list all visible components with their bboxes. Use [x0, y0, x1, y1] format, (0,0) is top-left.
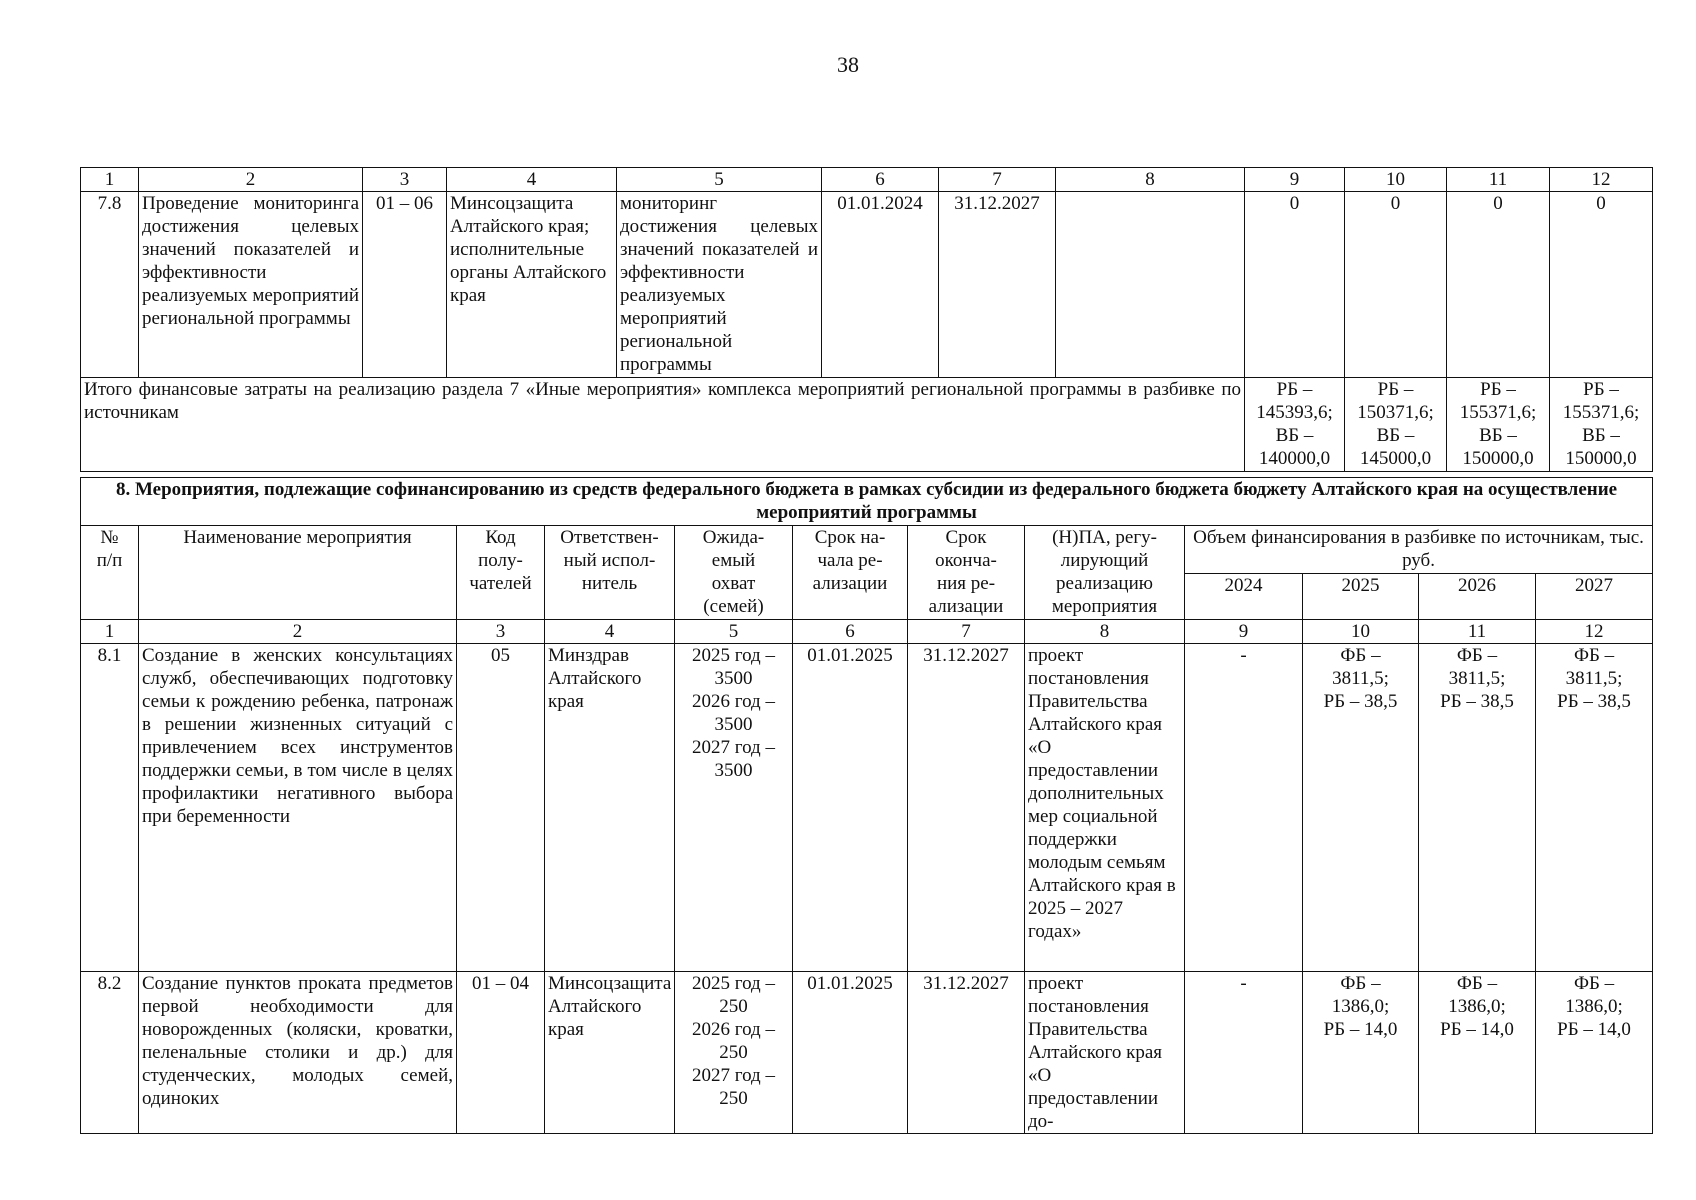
funding-2024: -	[1185, 972, 1303, 1134]
table-row	[81, 192, 1653, 378]
start-date: 01.01.2025	[793, 972, 908, 1134]
page-number: 38	[837, 52, 859, 77]
col-num-10: 10	[1303, 620, 1419, 644]
col-num-8: 8	[1056, 168, 1245, 192]
recipient-code: 05	[457, 644, 545, 972]
responsible-executor: Минздрав Алтайского края	[545, 644, 675, 972]
col-num-6: 6	[822, 168, 939, 192]
end-date: 31.12.2027	[908, 972, 1025, 1134]
funding-2027: ФБ – 3811,5; РБ – 38,5	[1536, 644, 1653, 972]
funding-2027: 0	[1550, 192, 1653, 378]
header-name: Наименование мероприятия	[139, 526, 457, 620]
total-label: Итого финансовые затраты на реализацию раздела 7 «Иные мероприятия» комплекса мероприятий региональной программы в разбивке по источникам	[81, 378, 1245, 472]
section-8-table	[80, 477, 1653, 1134]
total-row	[81, 378, 1653, 472]
responsible-executor: Минсоцзащита Алтайского края	[545, 972, 675, 1134]
funding-2025: 0	[1345, 192, 1447, 378]
col-num-3: 3	[363, 168, 447, 192]
row-number: 8.1	[81, 644, 139, 972]
header-year-2027: 2027	[1536, 574, 1653, 620]
section-title-row	[81, 478, 1653, 526]
funding-2025: ФБ – 3811,5; РБ – 38,5	[1303, 644, 1419, 972]
funding-2024: -	[1185, 644, 1303, 972]
total-2027: РБ – 155371,6; ВБ – 150000,0	[1550, 378, 1653, 472]
funding-2024: 0	[1245, 192, 1345, 378]
recipient-code: 01 – 04	[457, 972, 545, 1134]
header-year-2024: 2024	[1185, 574, 1303, 620]
col-num-8: 8	[1025, 620, 1185, 644]
funding-2025: ФБ – 1386,0; РБ – 14,0	[1303, 972, 1419, 1134]
funding-2026: ФБ – 1386,0; РБ – 14,0	[1419, 972, 1536, 1134]
funding-2026: ФБ – 3811,5; РБ – 38,5	[1419, 644, 1536, 972]
col-num-12: 12	[1536, 620, 1653, 644]
col-num-4: 4	[545, 620, 675, 644]
funding-2027: ФБ – 1386,0; РБ – 14,0	[1536, 972, 1653, 1134]
end-date: 31.12.2027	[908, 644, 1025, 972]
expected-coverage: 2025 год – 250 2026 год – 250 2027 год – 250	[675, 972, 793, 1134]
table-row	[81, 644, 1653, 972]
header-npa: (Н)ПА, регу- лирующий реализацию мероприятия	[1025, 526, 1185, 620]
header-year-2026: 2026	[1419, 574, 1536, 620]
section-title: 8. Мероприятия, подлежащие софинансированию из средств федерального бюджета в рамках субсидии из федерального бюджета бюджету Алтайского края на осуществление мероприятий программы	[81, 478, 1653, 526]
header-year-2025: 2025	[1303, 574, 1419, 620]
col-num-2: 2	[139, 168, 363, 192]
start-date: 01.01.2025	[793, 644, 908, 972]
col-num-11: 11	[1419, 620, 1536, 644]
measure-name: Создание в женских консультациях служб, обеспечивающих подготовку семьи к рождению ребенка, патронаж в решении жизненных ситуаций с привлечением всех инструментов поддержки семьи, в том числе в целях профилактики негативного выбора при беременности	[139, 644, 457, 972]
header-responsible: Ответствен- ный испол- нитель	[545, 526, 675, 620]
end-date: 31.12.2027	[939, 192, 1056, 378]
table-row	[81, 972, 1653, 1134]
section-7-table	[80, 167, 1653, 472]
header-row	[81, 526, 1653, 574]
header-coverage: Ожида- емый охват (семей)	[675, 526, 793, 620]
row-number: 7.8	[81, 192, 139, 378]
col-num-10: 10	[1345, 168, 1447, 192]
col-num-1: 1	[81, 620, 139, 644]
header-end: Срок оконча- ния ре- ализации	[908, 526, 1025, 620]
expected-coverage: мониторинг достижения целевых значений показателей и эффективности реализуемых мероприятий региональной программы	[617, 192, 822, 378]
responsible-executor: Минсоцзащита Алтайского края; исполнительные органы Алтайского края	[447, 192, 617, 378]
col-num-2: 2	[139, 620, 457, 644]
regulation: проект постановления Правительства Алтайского края «О предоставлении до-	[1025, 972, 1185, 1134]
recipient-code: 01 – 06	[363, 192, 447, 378]
header-code: Код полу- чателей	[457, 526, 545, 620]
col-num-9: 9	[1245, 168, 1345, 192]
col-num-3: 3	[457, 620, 545, 644]
regulation: проект постановления Правительства Алтайского края «О предоставлении дополнительных мер социальной поддержки молодым семьям Алтайского края в 2025 – 2027 годах»	[1025, 644, 1185, 972]
funding-2026: 0	[1447, 192, 1550, 378]
col-num-9: 9	[1185, 620, 1303, 644]
expected-coverage: 2025 год – 3500 2026 год – 3500 2027 год – 3500	[675, 644, 793, 972]
col-num-5: 5	[675, 620, 793, 644]
row-number: 8.2	[81, 972, 139, 1134]
col-num-11: 11	[1447, 168, 1550, 192]
header-funding: Объем финансирования в разбивке по источникам, тыс. руб.	[1185, 526, 1653, 574]
start-date: 01.01.2024	[822, 192, 939, 378]
col-num-12: 12	[1550, 168, 1653, 192]
total-2024: РБ – 145393,6; ВБ – 140000,0	[1245, 378, 1345, 472]
total-2026: РБ – 155371,6; ВБ – 150000,0	[1447, 378, 1550, 472]
regulation	[1056, 192, 1245, 378]
measure-name: Создание пунктов проката предметов первой необходимости для новорожденных (коляски, кроватки, пеленальные столики и др.) для студенческих, молодых семей, одиноких	[139, 972, 457, 1134]
col-num-5: 5	[617, 168, 822, 192]
total-2025: РБ – 150371,6; ВБ – 145000,0	[1345, 378, 1447, 472]
header-start: Срок на- чала ре- ализации	[793, 526, 908, 620]
col-num-7: 7	[939, 168, 1056, 192]
column-number-row	[81, 620, 1653, 644]
col-num-1: 1	[81, 168, 139, 192]
col-num-7: 7	[908, 620, 1025, 644]
col-num-4: 4	[447, 168, 617, 192]
measure-name: Проведение мониторинга достижения целевых значений показателей и эффективности реализуемых мероприятий региональной программы	[139, 192, 363, 378]
header-num: № п/п	[81, 526, 139, 620]
col-num-6: 6	[793, 620, 908, 644]
column-number-row	[81, 168, 1653, 192]
